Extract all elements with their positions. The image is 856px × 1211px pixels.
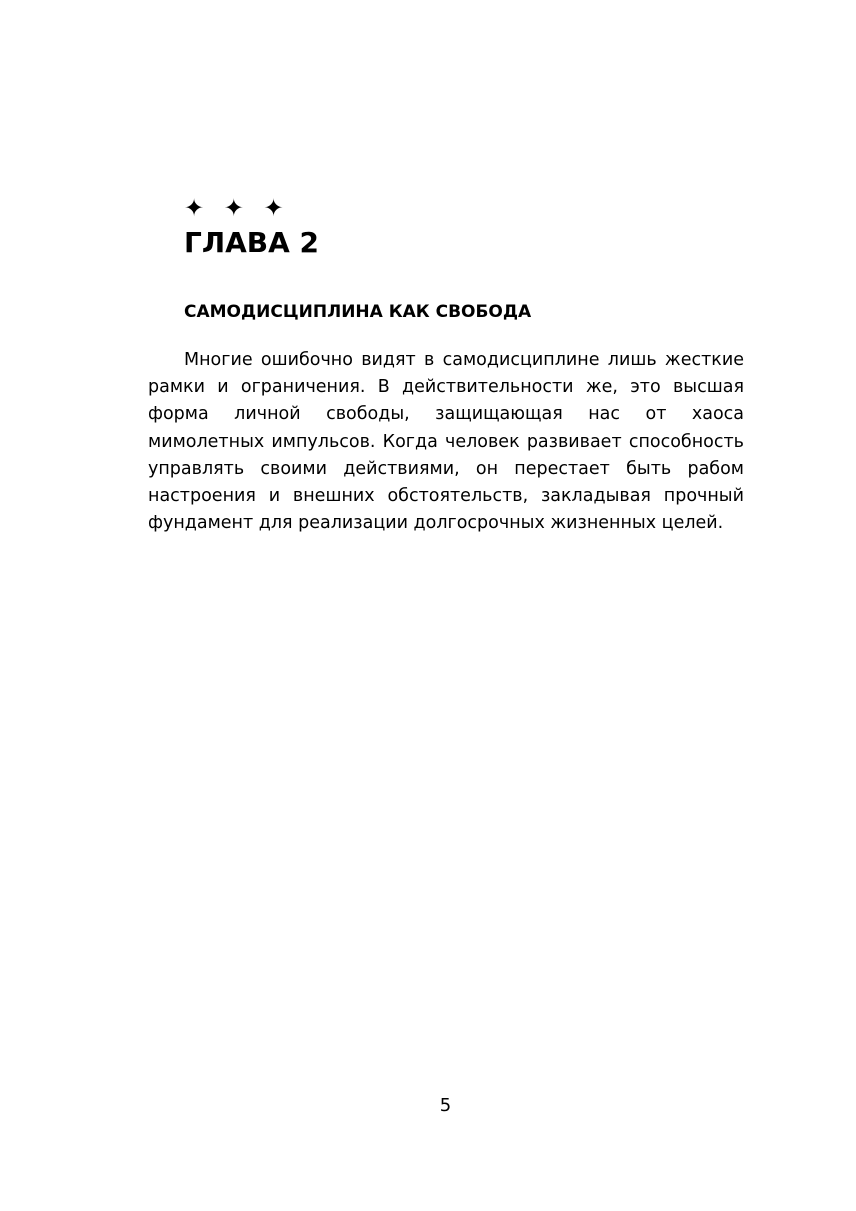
section-title: САМОДИСЦИПЛИНА КАК СВОБОДА [184, 302, 532, 322]
chapter-title: ГЛАВА 2 [184, 226, 320, 259]
chapter-ornament-stars: ✦ ✦ ✦ [184, 194, 290, 222]
body-paragraph: Многие ошибочно видят в самодисциплине лишь жесткие рамки и ограничения. В действительности же, это высшая форма личной свободы, защищающая нас от хаоса мимолетных импульсов. Когда человек развивает способность управлять своими действиями, он перестает быть рабом настроения и внешних обстоятельств, закладывая прочный фундамент для реализации долгосрочных жизненных целей. [148, 350, 744, 534]
page-number: 5 [439, 1095, 452, 1116]
